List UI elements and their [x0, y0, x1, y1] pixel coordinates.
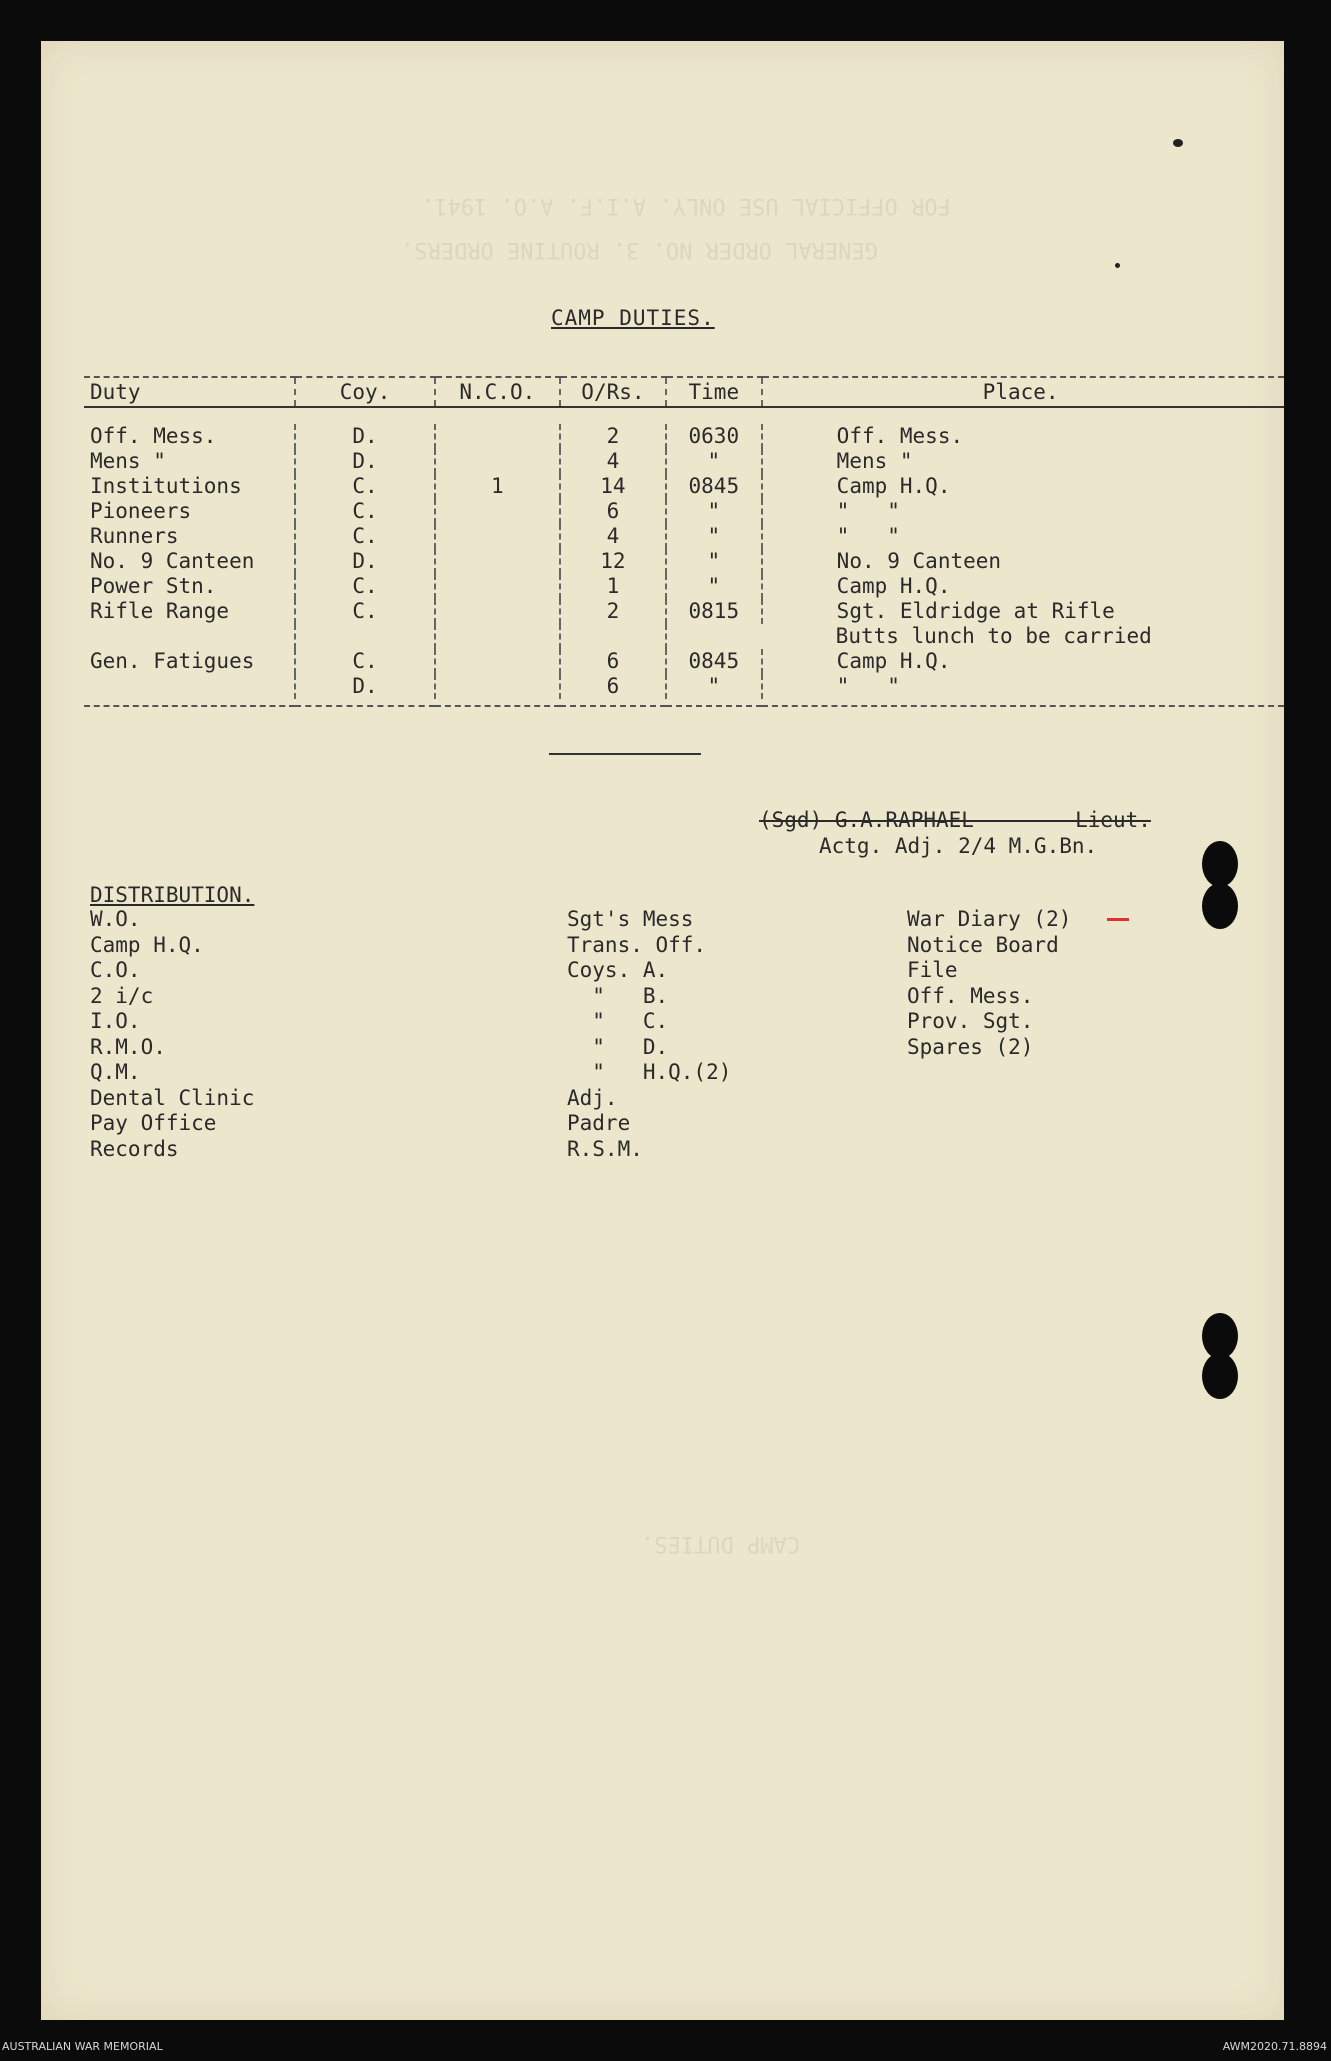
header-duty: Duty [84, 377, 295, 407]
list-item: " H.Q.(2) [567, 1060, 732, 1084]
footer-credit: AUSTRALIAN WAR MEMORIAL [2, 2040, 163, 2053]
table-row [84, 649, 1284, 674]
list-item: Notice Board [907, 932, 1059, 957]
cell-time: 0630 [666, 424, 762, 449]
cell-time: " [666, 449, 762, 474]
cell-time [666, 624, 762, 649]
cell-nco [435, 599, 560, 624]
list-item: Sgt's Mess [567, 907, 694, 931]
ink-spot [1173, 139, 1183, 147]
punch-hole [1202, 1353, 1238, 1399]
cell-place: Butts lunch to be carried [835, 624, 1152, 648]
list-item: R.M.O. [90, 1034, 166, 1059]
cell-duty [84, 674, 295, 699]
cell-duty: Off. Mess. [90, 424, 217, 448]
punch-hole [1202, 841, 1238, 887]
cell-time: " [666, 674, 762, 699]
cell-coy: C. [295, 599, 434, 624]
cell-place: Mens " [762, 449, 1284, 474]
header-nco: N.C.O. [435, 377, 560, 407]
page-title: CAMP DUTIES. [551, 306, 715, 330]
list-item: Off. Mess. [907, 983, 1034, 1008]
list-item: Adj. [567, 1085, 618, 1110]
table-row [84, 574, 1284, 599]
red-pencil-mark [1107, 918, 1129, 921]
header-coy: Coy. [295, 377, 434, 407]
cell-ors: 6 [560, 674, 666, 699]
cell-coy: C. [295, 649, 434, 674]
punch-hole [1202, 883, 1238, 929]
table-row [84, 549, 1284, 574]
list-item: 2 i/c [90, 983, 154, 1008]
list-item: Trans. Off. [567, 932, 707, 957]
table-row [84, 674, 1284, 699]
list-item: " C. [567, 1009, 669, 1033]
cell-place: No. 9 Canteen [762, 549, 1284, 574]
list-item: Padre [567, 1111, 631, 1135]
cell-nco [435, 674, 560, 699]
cell-coy: C. [295, 474, 434, 499]
table-row [84, 499, 1284, 524]
table-row [84, 449, 1284, 474]
section-rule [549, 753, 701, 755]
cell-ors: 6 [560, 499, 666, 524]
cell-coy: D. [295, 424, 434, 449]
table-row [84, 624, 1284, 649]
cell-coy: D. [295, 674, 434, 699]
cell-ors [560, 624, 666, 649]
cell-duty: Pioneers [90, 499, 192, 523]
cell-ors: 4 [560, 524, 666, 549]
cell-nco: 1 [435, 474, 560, 499]
list-item: Camp H.Q. [90, 932, 204, 957]
cell-time: " [666, 549, 762, 574]
cell-nco [435, 624, 560, 649]
cell-duty: No. 9 Canteen [90, 549, 255, 573]
table-row [84, 599, 1284, 624]
cell-time: " [666, 499, 762, 524]
list-item: File [907, 958, 958, 982]
table-header-row [84, 377, 1284, 407]
cell-duty: Institutions [90, 474, 242, 498]
cell-time: " [666, 524, 762, 549]
list-item: R.S.M. [567, 1136, 643, 1161]
signature-title: Actg. Adj. 2/4 M.G.Bn. [819, 834, 1098, 858]
cell-place: Camp H.Q. [762, 474, 1284, 499]
cell-duty: Gen. Fatigues [90, 649, 255, 673]
duties-table [84, 376, 1284, 707]
cell-nco [435, 574, 560, 599]
cell-coy: C. [295, 524, 434, 549]
list-item: Records [90, 1136, 179, 1161]
distribution-heading: DISTRIBUTION. [90, 883, 255, 907]
cell-time: 0845 [666, 649, 762, 674]
distribution-list-3 [907, 907, 1071, 1060]
cell-place: Camp H.Q. [762, 649, 1284, 674]
cell-place: " " [762, 499, 1284, 524]
signature-block [759, 807, 1151, 859]
cell-place: Off. Mess. [762, 424, 1284, 449]
distribution-list-1 [90, 907, 254, 1162]
header-time: Time [666, 377, 762, 407]
cell-time: 0815 [666, 599, 762, 624]
table-row [84, 524, 1284, 549]
cell-duty: Mens " [90, 449, 166, 473]
cell-duty: Rifle Range [90, 599, 230, 623]
cell-ors: 1 [560, 574, 666, 599]
cell-coy: D. [295, 449, 434, 474]
cell-nco [435, 524, 560, 549]
cell-nco [435, 449, 560, 474]
bleedthrough-text: FOR OFFICIAL USE ONLY. A.I.F. A.O. 1941. [421, 193, 951, 218]
list-item: " B. [567, 983, 669, 1008]
list-item: Spares (2) [907, 1034, 1034, 1059]
cell-nco [435, 424, 560, 449]
cell-ors: 12 [560, 549, 666, 574]
list-item: Dental Clinic [90, 1085, 255, 1110]
signature-line: (Sgd) G.A.RAPHAEL Lieut. [759, 808, 1151, 832]
cell-duty [84, 624, 295, 649]
bleedthrough-text: CAMP DUTIES. [641, 1531, 800, 1556]
cell-nco [435, 499, 560, 524]
list-item: War Diary (2) [907, 907, 1072, 931]
list-item: Pay Office [90, 1111, 217, 1135]
cell-nco [435, 649, 560, 674]
list-item: Coys. A. [567, 958, 669, 982]
document-page [41, 41, 1284, 2020]
cell-ors: 4 [560, 449, 666, 474]
cell-place: " " [762, 674, 1284, 699]
table-row [84, 474, 1284, 499]
cell-place: Sgt. Eldridge at Rifle [762, 599, 1284, 624]
list-item: Prov. Sgt. [907, 1009, 1034, 1033]
cell-place: " " [762, 524, 1284, 549]
table-row [84, 424, 1284, 449]
list-item: Q.M. [90, 1060, 141, 1084]
footer-accession-number: AWM2020.71.8894 [1222, 2040, 1327, 2053]
cell-time: 0845 [666, 474, 762, 499]
bleedthrough-text: GENERAL ORDER NO. 3. ROUTINE ORDERS. [401, 237, 878, 262]
header-ors: O/Rs. [560, 377, 666, 407]
cell-coy: D. [295, 549, 434, 574]
cell-ors: 2 [560, 424, 666, 449]
list-item: C.O. [90, 958, 141, 982]
list-item: " D. [567, 1034, 669, 1059]
list-item: W.O. [90, 907, 141, 931]
header-place: Place. [762, 377, 1284, 407]
ink-spot [1115, 263, 1120, 268]
distribution-list-2 [567, 907, 731, 1162]
cell-ors: 14 [560, 474, 666, 499]
cell-place: Camp H.Q. [762, 574, 1284, 599]
cell-coy: C. [295, 499, 434, 524]
cell-coy [295, 624, 434, 649]
cell-duty: Runners [90, 524, 179, 548]
cell-coy: C. [295, 574, 434, 599]
cell-ors: 6 [560, 649, 666, 674]
list-item: I.O. [90, 1009, 141, 1033]
cell-duty: Power Stn. [90, 574, 217, 598]
cell-nco [435, 549, 560, 574]
cell-ors: 2 [560, 599, 666, 624]
cell-time: " [666, 574, 762, 599]
